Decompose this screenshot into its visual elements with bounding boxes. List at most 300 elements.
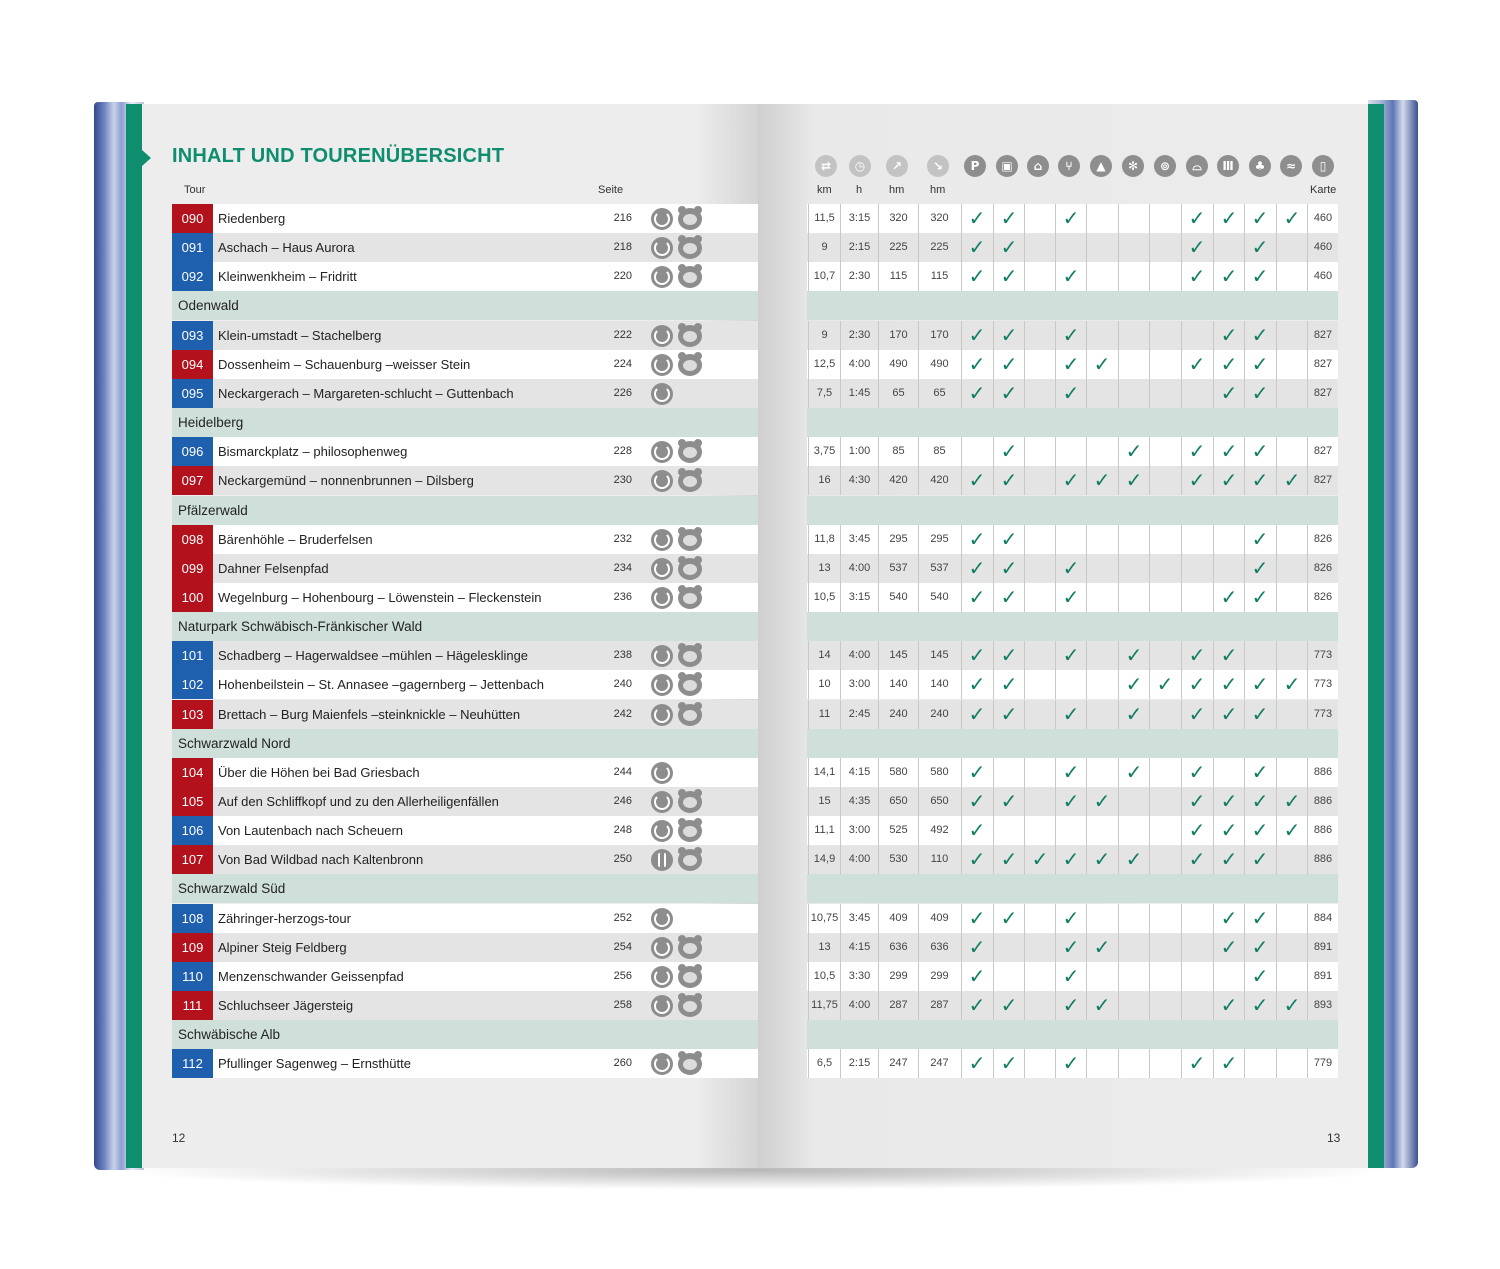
feature-check-icon (1118, 350, 1149, 379)
descent-hm: 420 (918, 466, 960, 495)
ascent-hm: 580 (878, 758, 918, 787)
feature-check-icon: ✓ (961, 904, 992, 933)
feature-check-icon (1213, 233, 1244, 262)
map-icon: ▯ (1312, 155, 1334, 177)
loop-route-icon (651, 383, 673, 405)
duration-h: 4:00 (840, 641, 878, 670)
feature-check-icon: ✓ (961, 379, 992, 408)
kids-bear-icon (678, 441, 702, 463)
feature-check-icon: ✓ (1213, 641, 1244, 670)
feature-check-icon: ✓ (993, 350, 1024, 379)
ascent-hm: 115 (878, 262, 918, 291)
duration-h: 3:45 (840, 525, 878, 554)
hut-icon: ⌓ (1186, 155, 1208, 177)
feature-check-icon: ✓ (961, 700, 992, 729)
feature-check-icon (1149, 262, 1180, 291)
parking-icon: P (964, 155, 986, 177)
feature-check-icon (1149, 583, 1180, 612)
feature-check-icon (1118, 962, 1149, 991)
feature-check-icon (1118, 525, 1149, 554)
feature-check-icon (1118, 554, 1149, 583)
duration-h: 2:15 (840, 233, 878, 262)
feature-check-icon (1149, 991, 1180, 1020)
feature-check-icon (1181, 583, 1212, 612)
duration-h: 3:45 (840, 904, 878, 933)
tour-number: 110 (172, 962, 213, 991)
feature-check-icon (1055, 233, 1086, 262)
distance-km: 11 (808, 700, 840, 729)
tour-number: 109 (172, 933, 213, 962)
feature-check-icon: ✓ (961, 991, 992, 1020)
feature-check-icon: ✓ (1276, 466, 1307, 495)
duration-h: 4:00 (840, 350, 878, 379)
feature-check-icon (1024, 379, 1055, 408)
ascent-hm: 225 (878, 233, 918, 262)
feature-check-icon: ✓ (1055, 1049, 1086, 1078)
loop-route-icon (651, 762, 673, 784)
feature-check-icon: ✓ (1181, 845, 1212, 874)
feature-check-icon: ✓ (1213, 904, 1244, 933)
feature-check-icon: ✓ (1181, 758, 1212, 787)
feature-check-icon (1244, 1049, 1275, 1078)
feature-check-icon (1118, 233, 1149, 262)
descent-icon: ↘ (927, 155, 949, 177)
feature-check-icon: ✓ (993, 554, 1024, 583)
feature-check-icon: ✓ (1055, 933, 1086, 962)
ascent-hm: 409 (878, 904, 918, 933)
page-number-right: 13 (1327, 1131, 1341, 1145)
map-number: 827 (1307, 321, 1338, 350)
feature-check-icon: ✓ (993, 233, 1024, 262)
tour-name: Riedenberg (218, 211, 286, 226)
feature-check-icon: ✓ (1055, 758, 1086, 787)
descent-hm: 299 (918, 962, 960, 991)
feature-check-icon: ✓ (993, 321, 1024, 350)
feature-check-icon (1181, 379, 1212, 408)
feature-check-icon (1118, 204, 1149, 233)
duration-h: 2:45 (840, 700, 878, 729)
feature-check-icon: ✓ (961, 641, 992, 670)
feature-check-icon (1086, 437, 1117, 466)
linear-route-icon (651, 849, 673, 871)
feature-check-icon (993, 758, 1024, 787)
tour-name: Neckargerach – Margareten-schlucht – Guttenbach (218, 386, 514, 401)
section-row-bg (807, 874, 1338, 903)
duration-h: 3:30 (840, 962, 878, 991)
feature-check-icon (1086, 641, 1117, 670)
feature-check-icon (1118, 262, 1149, 291)
feature-check-icon: ✓ (1213, 845, 1244, 874)
feature-check-icon: ✓ (1213, 466, 1244, 495)
feature-check-icon (1181, 991, 1212, 1020)
feature-check-icon (1024, 262, 1055, 291)
tour-name: Brettach – Burg Maienfels –steinknickle – Neuhütten (218, 707, 521, 722)
feature-check-icon (1149, 1049, 1180, 1078)
feature-check-icon: ✓ (1181, 700, 1212, 729)
tour-number: 093 (172, 321, 213, 350)
tour-number: 095 (172, 379, 213, 408)
feature-check-icon: ✓ (961, 466, 992, 495)
feature-check-icon: ✓ (993, 583, 1024, 612)
section-heading: Pfälzerwald (178, 503, 248, 518)
bike-icon: ⊚ (1154, 155, 1176, 177)
duration-h: 4:00 (840, 554, 878, 583)
tour-number: 104 (172, 758, 213, 787)
ascent-hm: 537 (878, 554, 918, 583)
descent-hm: 636 (918, 933, 960, 962)
feature-check-icon (1181, 554, 1212, 583)
section-row-bg (172, 496, 758, 525)
header-h: h (856, 184, 863, 196)
loop-route-icon (651, 354, 673, 376)
feature-check-icon: ✓ (993, 787, 1024, 816)
tour-number: 102 (172, 670, 213, 699)
feature-check-icon: ✓ (1149, 670, 1180, 699)
feature-check-icon (1086, 904, 1117, 933)
feature-check-icon (1118, 816, 1149, 845)
feature-check-icon (1149, 787, 1180, 816)
bear-face (683, 651, 697, 662)
tour-number: 097 (172, 466, 213, 495)
ascent-hm: 490 (878, 350, 918, 379)
map-number: 827 (1307, 350, 1338, 379)
feature-check-icon (1086, 204, 1117, 233)
section-row-bg (807, 1020, 1338, 1049)
tour-name: Aschach – Haus Aurora (218, 240, 355, 255)
feature-check-icon: ✓ (1244, 525, 1275, 554)
winter-icon: ✻ (1122, 155, 1144, 177)
distance-km: 14 (808, 641, 840, 670)
feature-check-icon: ✓ (1213, 1049, 1244, 1078)
page-ref: 250 (613, 853, 632, 865)
feature-check-icon (1086, 262, 1117, 291)
feature-check-icon (1055, 437, 1086, 466)
bear-face (683, 797, 697, 808)
feature-check-icon: ✓ (1118, 845, 1149, 874)
feature-check-icon (1055, 816, 1086, 845)
feature-check-icon: ✓ (1055, 466, 1086, 495)
feature-check-icon (1024, 991, 1055, 1020)
swimming-icon: ≈ (1280, 155, 1302, 177)
feature-check-icon: ✓ (993, 904, 1024, 933)
loop-route-icon (651, 995, 673, 1017)
tour-number: 096 (172, 437, 213, 466)
feature-check-icon: ✓ (1181, 437, 1212, 466)
signpost-icon: ⇄ (815, 155, 837, 177)
feature-check-icon: ✓ (993, 262, 1024, 291)
feature-check-icon (1024, 350, 1055, 379)
feature-check-icon: ✓ (1213, 583, 1244, 612)
feature-check-icon (1118, 904, 1149, 933)
section-row-bg (807, 291, 1338, 320)
distance-km: 14,1 (808, 758, 840, 787)
tour-name: Dahner Felsenpfad (218, 561, 329, 576)
descent-hm: 247 (918, 1049, 960, 1078)
feature-check-icon: ✓ (1181, 816, 1212, 845)
feature-check-icon: ✓ (961, 1049, 992, 1078)
loop-route-icon (651, 645, 673, 667)
feature-check-icon: ✓ (1244, 583, 1275, 612)
page-ref: 228 (613, 445, 632, 457)
section-row-bg (807, 612, 1338, 641)
ascent-hm: 170 (878, 321, 918, 350)
feature-check-icon: ✓ (1244, 962, 1275, 991)
feature-check-icon: ✓ (1024, 845, 1055, 874)
feature-check-icon: ✓ (993, 204, 1024, 233)
section-heading: Heidelberg (178, 415, 244, 430)
descent-hm: 110 (918, 845, 960, 874)
loop-route-icon (651, 820, 673, 842)
feature-check-icon (1024, 787, 1055, 816)
feature-check-icon (1276, 933, 1307, 962)
feature-check-icon: ✓ (1244, 233, 1275, 262)
kids-bear-icon (678, 208, 702, 230)
page-ref: 240 (613, 678, 632, 690)
map-number: 886 (1307, 845, 1338, 874)
descent-hm: 320 (918, 204, 960, 233)
feature-check-icon: ✓ (1086, 845, 1117, 874)
kids-bear-icon (678, 354, 702, 376)
kids-bear-icon (678, 529, 702, 551)
ascent-hm: 525 (878, 816, 918, 845)
section-heading: Naturpark Schwäbisch-Fränkischer Wald (178, 619, 423, 634)
section-row-bg (807, 496, 1338, 525)
feature-check-icon: ✓ (1244, 262, 1275, 291)
tour-name: Klein-umstadt – Stachelberg (218, 328, 382, 343)
map-number: 460 (1307, 262, 1338, 291)
feature-check-icon (1276, 525, 1307, 554)
page-title: INHALT UND TOURENÜBERSICHT (172, 145, 505, 167)
feature-check-icon (1149, 350, 1180, 379)
page-ref: 248 (613, 824, 632, 836)
feature-check-icon: ✓ (1055, 204, 1086, 233)
map-number: 826 (1307, 525, 1338, 554)
kids-bear-icon (678, 470, 702, 492)
tour-name: Über die Höhen bei Bad Griesbach (218, 765, 420, 780)
distance-km: 13 (808, 933, 840, 962)
descent-hm: 295 (918, 525, 960, 554)
descent-hm: 225 (918, 233, 960, 262)
tour-name: Pfullinger Sagenweg – Ernsthütte (218, 1056, 411, 1071)
feature-check-icon (1213, 554, 1244, 583)
feature-check-icon: ✓ (1181, 350, 1212, 379)
bear-face (683, 360, 697, 371)
feature-check-icon: ✓ (1181, 262, 1212, 291)
feature-check-icon: ✓ (1055, 262, 1086, 291)
feature-check-icon (1086, 525, 1117, 554)
ascent-hm: 145 (878, 641, 918, 670)
feature-check-icon: ✓ (1244, 350, 1275, 379)
feature-check-icon: ✓ (1055, 700, 1086, 729)
feature-check-icon (1086, 1049, 1117, 1078)
bear-face (683, 331, 697, 342)
descent-hm: 540 (918, 583, 960, 612)
tour-number: 108 (172, 904, 213, 933)
summit-icon: ▲ (1090, 155, 1112, 177)
clock-icon: ◷ (849, 155, 871, 177)
feature-check-icon: ✓ (961, 816, 992, 845)
map-number: 773 (1307, 700, 1338, 729)
descent-hm: 580 (918, 758, 960, 787)
tour-number: 112 (172, 1049, 213, 1078)
header-km: km (817, 184, 832, 196)
ascent-hm: 240 (878, 700, 918, 729)
loop-route-icon (651, 325, 673, 347)
bear-face (683, 593, 697, 604)
map-number: 891 (1307, 962, 1338, 991)
loop-route-icon (651, 704, 673, 726)
feature-check-icon (1086, 554, 1117, 583)
feature-check-icon: ✓ (1055, 845, 1086, 874)
distance-km: 6,5 (808, 1049, 840, 1078)
feature-check-icon (1149, 437, 1180, 466)
feature-check-icon: ✓ (1213, 933, 1244, 962)
feature-check-icon (1181, 525, 1212, 554)
section-row-bg (807, 408, 1338, 437)
feature-check-icon (1086, 758, 1117, 787)
kids-bear-icon (678, 966, 702, 988)
kids-bear-icon (678, 325, 702, 347)
loop-route-icon (651, 587, 673, 609)
feature-check-icon: ✓ (1244, 466, 1275, 495)
feature-check-icon (1276, 437, 1307, 466)
loop-route-icon (651, 937, 673, 959)
tour-name: Hohenbeilstein – St. Annasee –gagernberg – Jettenbach (218, 677, 544, 692)
descent-hm: 287 (918, 991, 960, 1020)
page-ref: 216 (613, 212, 632, 224)
ascent-hm: 420 (878, 466, 918, 495)
feature-check-icon (993, 816, 1024, 845)
feature-check-icon (1024, 700, 1055, 729)
tour-name: Alpiner Steig Feldberg (218, 940, 347, 955)
ascent-hm: 85 (878, 437, 918, 466)
feature-check-icon (1276, 379, 1307, 408)
title-marker-icon (142, 150, 151, 166)
distance-km: 10,5 (808, 583, 840, 612)
loop-route-icon (651, 266, 673, 288)
header-hm-up: hm (889, 184, 905, 196)
map-number: 773 (1307, 670, 1338, 699)
section-heading: Odenwald (178, 298, 239, 313)
kids-bear-icon (678, 849, 702, 871)
loop-route-icon (651, 966, 673, 988)
tour-number: 090 (172, 204, 213, 233)
map-number: 886 (1307, 787, 1338, 816)
feature-check-icon (1276, 845, 1307, 874)
feature-check-icon: ✓ (1276, 991, 1307, 1020)
kids-bear-icon (678, 937, 702, 959)
feature-check-icon: ✓ (993, 845, 1024, 874)
feature-check-icon: ✓ (1213, 262, 1244, 291)
feature-check-icon: ✓ (1118, 641, 1149, 670)
feature-check-icon (1213, 758, 1244, 787)
feature-check-icon: ✓ (993, 466, 1024, 495)
feature-check-icon (1276, 962, 1307, 991)
feature-check-icon (1086, 670, 1117, 699)
duration-h: 3:00 (840, 816, 878, 845)
feature-check-icon (1024, 204, 1055, 233)
feature-check-icon: ✓ (993, 641, 1024, 670)
feature-check-icon (1276, 233, 1307, 262)
feature-check-icon (1276, 554, 1307, 583)
header-hm-down: hm (930, 184, 946, 196)
feature-check-icon (1118, 583, 1149, 612)
feature-check-icon (1118, 379, 1149, 408)
map-number: 893 (1307, 991, 1338, 1020)
distance-km: 10,7 (808, 262, 840, 291)
feature-check-icon (1213, 962, 1244, 991)
tour-name: Neckargemünd – nonnenbrunnen – Dilsberg (218, 473, 474, 488)
feature-check-icon: ✓ (961, 321, 992, 350)
section-row-bg (172, 408, 758, 437)
map-number: 460 (1307, 204, 1338, 233)
feature-check-icon: ✓ (1213, 321, 1244, 350)
descent-hm: 490 (918, 350, 960, 379)
feature-check-icon: ✓ (1213, 787, 1244, 816)
kids-bear-icon (678, 266, 702, 288)
feature-check-icon (1118, 321, 1149, 350)
feature-check-icon (1086, 700, 1117, 729)
feature-check-icon: ✓ (1244, 933, 1275, 962)
page-ref: 242 (613, 708, 632, 720)
feature-check-icon: ✓ (1055, 583, 1086, 612)
loop-route-icon (651, 674, 673, 696)
map-number: 891 (1307, 933, 1338, 962)
loop-route-icon (651, 208, 673, 230)
loop-route-icon (651, 470, 673, 492)
bear-face (683, 855, 697, 866)
feature-check-icon: ✓ (1276, 816, 1307, 845)
page-ref: 244 (613, 766, 632, 778)
feature-check-icon: ✓ (1055, 350, 1086, 379)
bear-face (683, 826, 697, 837)
feature-check-icon: ✓ (1213, 379, 1244, 408)
kids-bear-icon (678, 558, 702, 580)
kids-bear-icon (678, 704, 702, 726)
feature-check-icon: ✓ (1244, 758, 1275, 787)
feature-check-icon (1149, 962, 1180, 991)
feature-check-icon: ✓ (1055, 991, 1086, 1020)
descent-hm: 409 (918, 904, 960, 933)
distance-km: 11,75 (808, 991, 840, 1020)
feature-check-icon (1213, 525, 1244, 554)
loop-route-icon (651, 237, 673, 259)
ascent-hm: 540 (878, 583, 918, 612)
kids-bear-icon (678, 237, 702, 259)
kids-bear-icon (678, 820, 702, 842)
descent-hm: 85 (918, 437, 960, 466)
nature-icon: ♣ (1249, 155, 1271, 177)
bear-face (683, 476, 697, 487)
feature-check-icon: ✓ (1213, 670, 1244, 699)
feature-check-icon (1118, 787, 1149, 816)
descent-hm: 115 (918, 262, 960, 291)
page-ref: 256 (613, 970, 632, 982)
tour-name: Wegelnburg – Hohenbourg – Löwenstein – Fleckenstein (218, 590, 542, 605)
feature-check-icon: ✓ (1244, 845, 1275, 874)
map-number: 884 (1307, 904, 1338, 933)
tour-name: Auf den Schliffkopf und zu den Allerheiligenfällen (218, 794, 499, 809)
feature-check-icon: ✓ (1118, 466, 1149, 495)
ascent-hm: 247 (878, 1049, 918, 1078)
feature-check-icon: ✓ (993, 670, 1024, 699)
descent-hm: 65 (918, 379, 960, 408)
bus-icon: ▣ (996, 155, 1018, 177)
duration-h: 2:15 (840, 1049, 878, 1078)
feature-check-icon: ✓ (1244, 991, 1275, 1020)
distance-km: 3,75 (808, 437, 840, 466)
page-ref: 238 (613, 649, 632, 661)
